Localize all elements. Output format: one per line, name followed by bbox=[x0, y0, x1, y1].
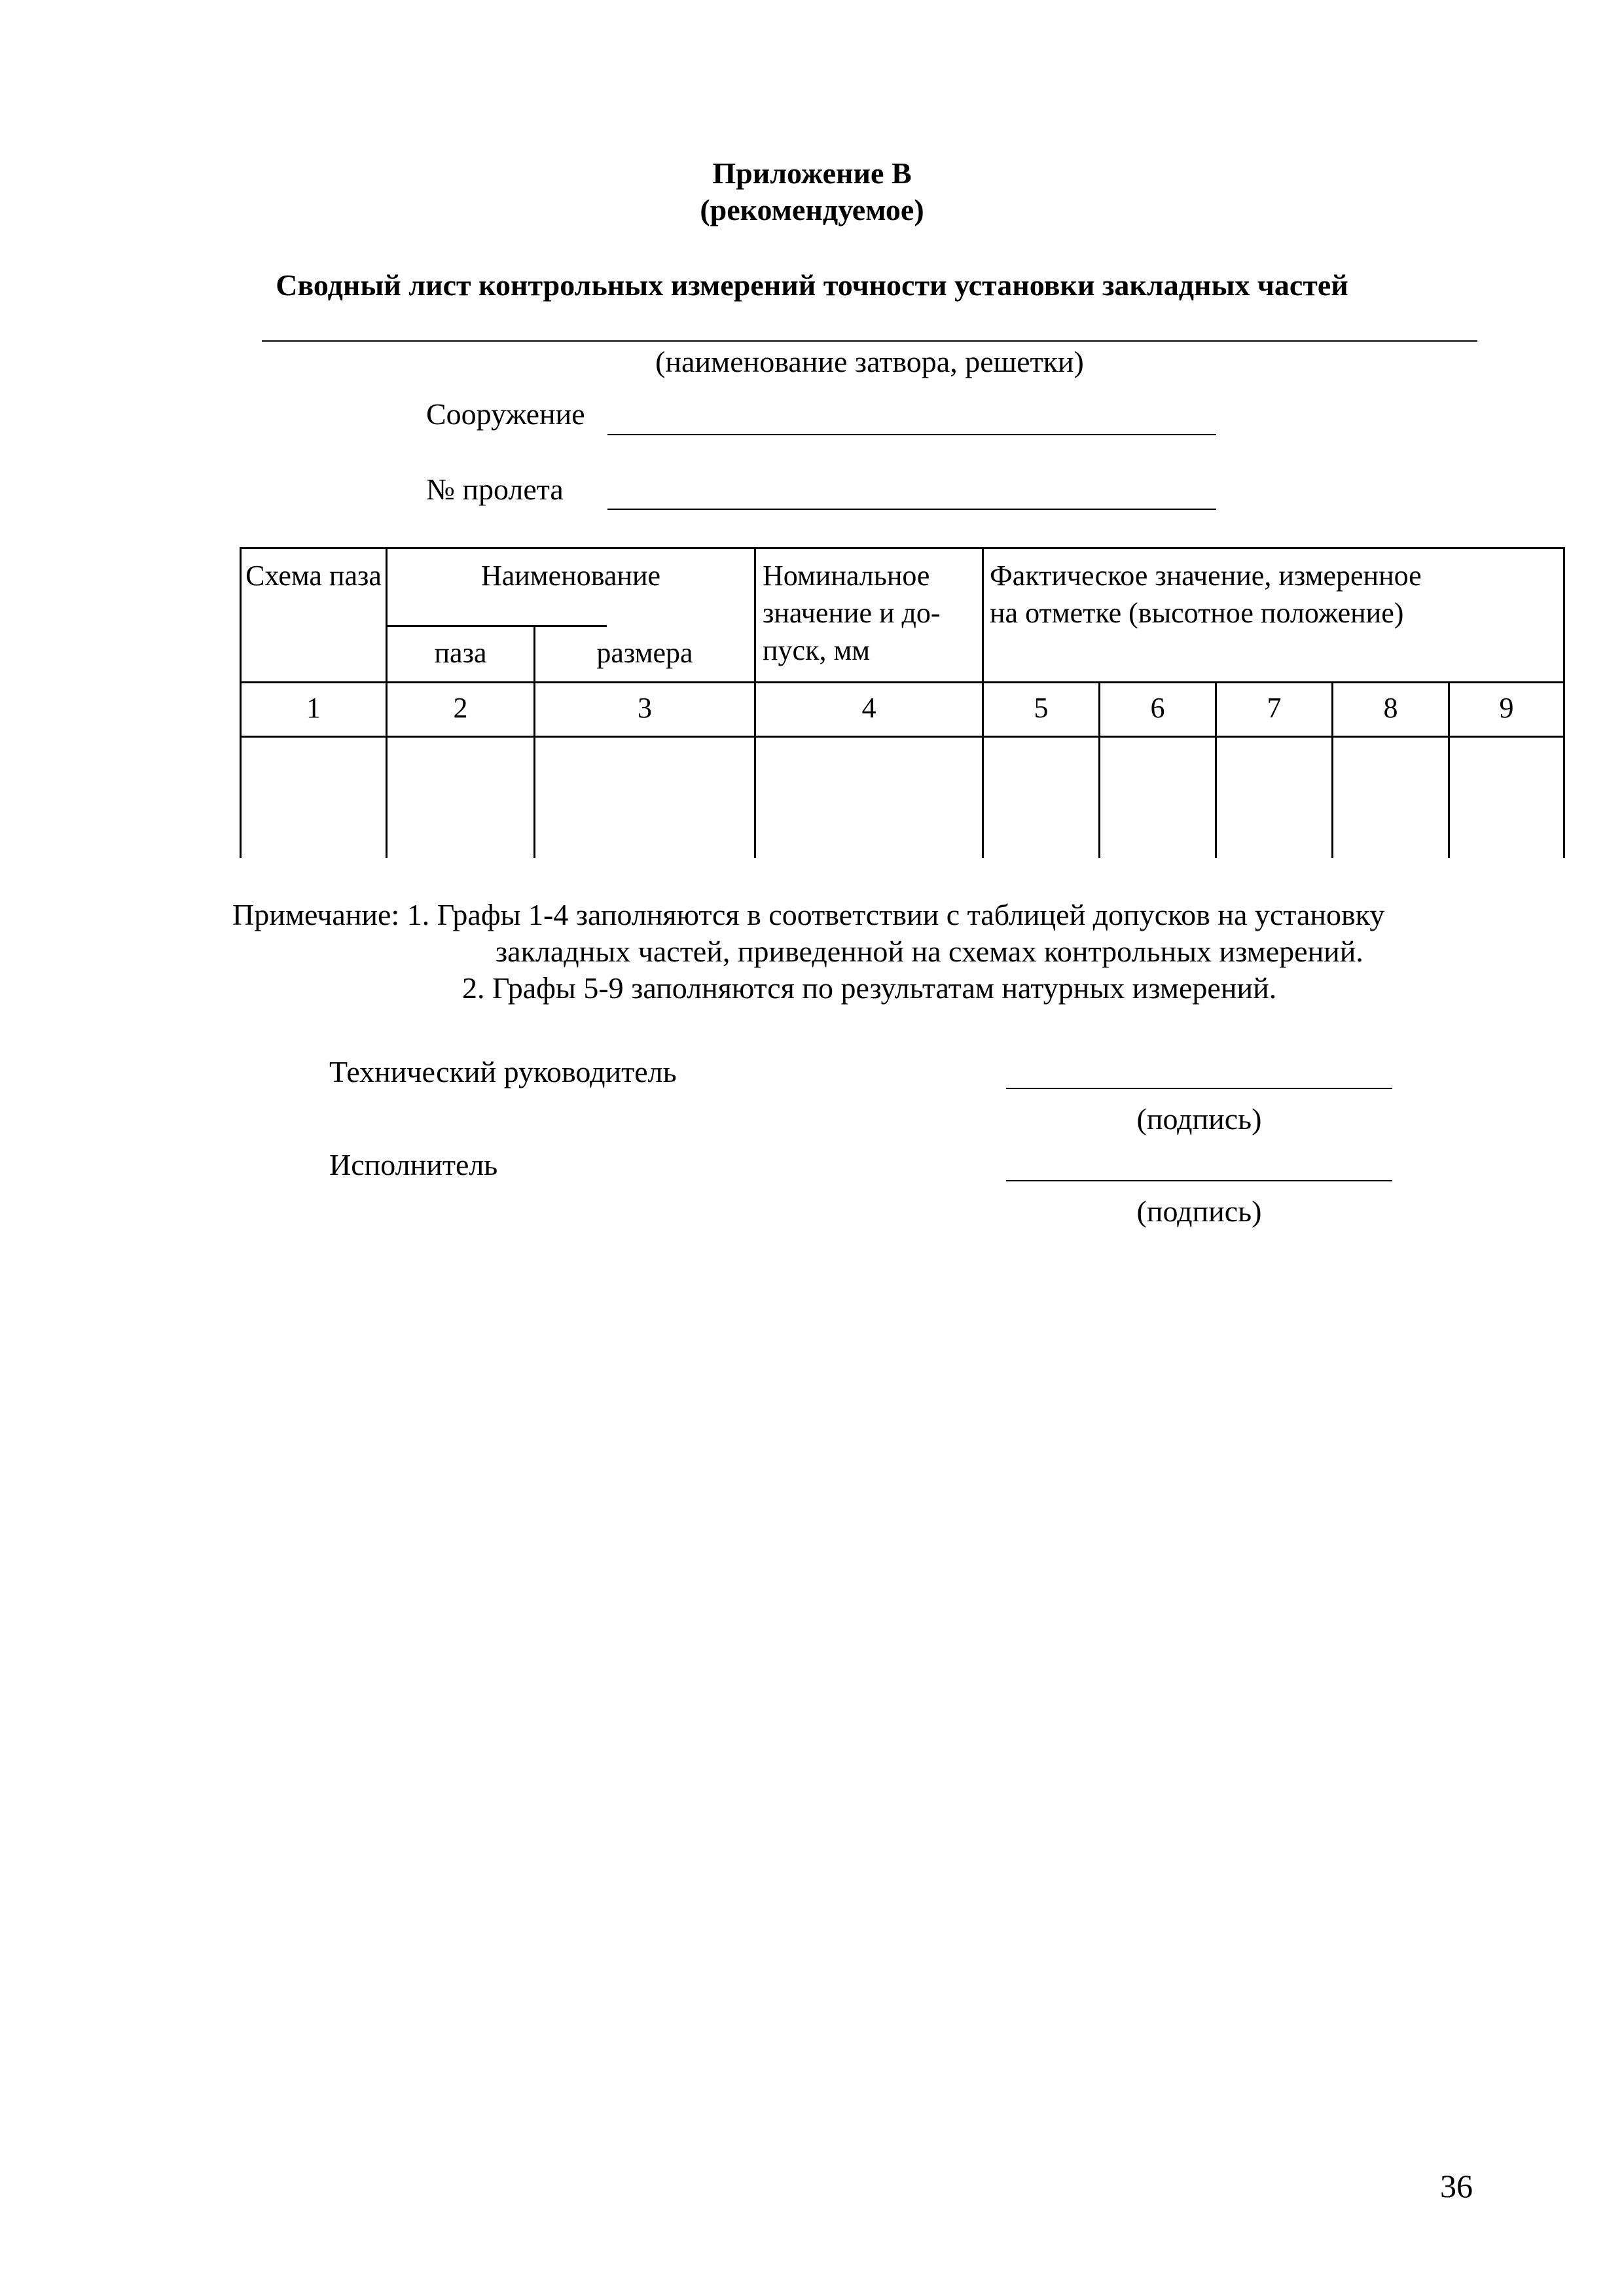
name-field-caption: (наименование затвора, решетки) bbox=[655, 345, 1084, 378]
header-nominal-line2: значение и до- bbox=[763, 597, 941, 629]
col-number: 5 bbox=[1034, 692, 1049, 724]
note-line-2: закладных частей, приведенной на схемах контрольных измерений. bbox=[496, 935, 1363, 968]
col-number: 8 bbox=[1383, 692, 1398, 724]
page-number: 36 bbox=[1440, 2168, 1473, 2204]
header-actual-line1: Фактическое значение, измеренное bbox=[990, 560, 1422, 592]
col-number: 3 bbox=[638, 692, 652, 724]
col-number: 2 bbox=[453, 692, 468, 724]
note-line-1: Примечание: 1. Графы 1-4 заполняются в соответствии с таблицей допусков на установку bbox=[232, 898, 1385, 931]
col-number: 1 bbox=[306, 692, 321, 724]
tech-lead-signature-line[interactable] bbox=[1006, 1088, 1392, 1089]
structure-field-line[interactable] bbox=[607, 434, 1216, 435]
tech-lead-signature-caption: (подпись) bbox=[1136, 1102, 1262, 1136]
performer-label: Исполнитель bbox=[329, 1148, 498, 1181]
structure-label: Сооружение bbox=[426, 397, 585, 431]
performer-signature-caption: (подпись) bbox=[1136, 1194, 1262, 1228]
table-border-right bbox=[1563, 547, 1565, 858]
table-subheader-line bbox=[386, 625, 607, 627]
header-name-slot: паза bbox=[434, 637, 487, 669]
col-number: 6 bbox=[1150, 692, 1165, 724]
col-number: 9 bbox=[1499, 692, 1514, 724]
tech-lead-label: Технический руководитель bbox=[329, 1055, 677, 1088]
header-nominal-line3: пуск, мм bbox=[763, 634, 871, 666]
measurement-table bbox=[240, 547, 1565, 858]
table-border-top bbox=[240, 547, 1565, 549]
col-number: 4 bbox=[861, 692, 876, 724]
header-actual-line2: на отметке (высотное положение) bbox=[990, 597, 1404, 629]
appendix-title: Приложение В bbox=[712, 156, 912, 190]
col-number: 7 bbox=[1267, 692, 1282, 724]
table-numbers-bottom bbox=[240, 736, 1565, 738]
document-title: Сводный лист контрольных измерений точности установки закладных частей bbox=[276, 268, 1348, 302]
span-field-line[interactable] bbox=[607, 509, 1216, 510]
table-header-bottom bbox=[240, 681, 1565, 683]
header-scheme: Схема паза bbox=[245, 560, 382, 592]
header-name-size: размера bbox=[596, 637, 693, 669]
performer-signature-line[interactable] bbox=[1006, 1180, 1392, 1181]
note-line-3: 2. Графы 5-9 заполняются по результатам натурных измерений. bbox=[462, 971, 1277, 1005]
header-name: Наименование bbox=[480, 560, 661, 592]
header-nominal-line1: Номинальное bbox=[763, 560, 930, 592]
appendix-status: (рекомендуемое) bbox=[700, 193, 924, 226]
span-label: № пролета bbox=[426, 473, 564, 506]
name-field-line[interactable] bbox=[262, 340, 1477, 342]
